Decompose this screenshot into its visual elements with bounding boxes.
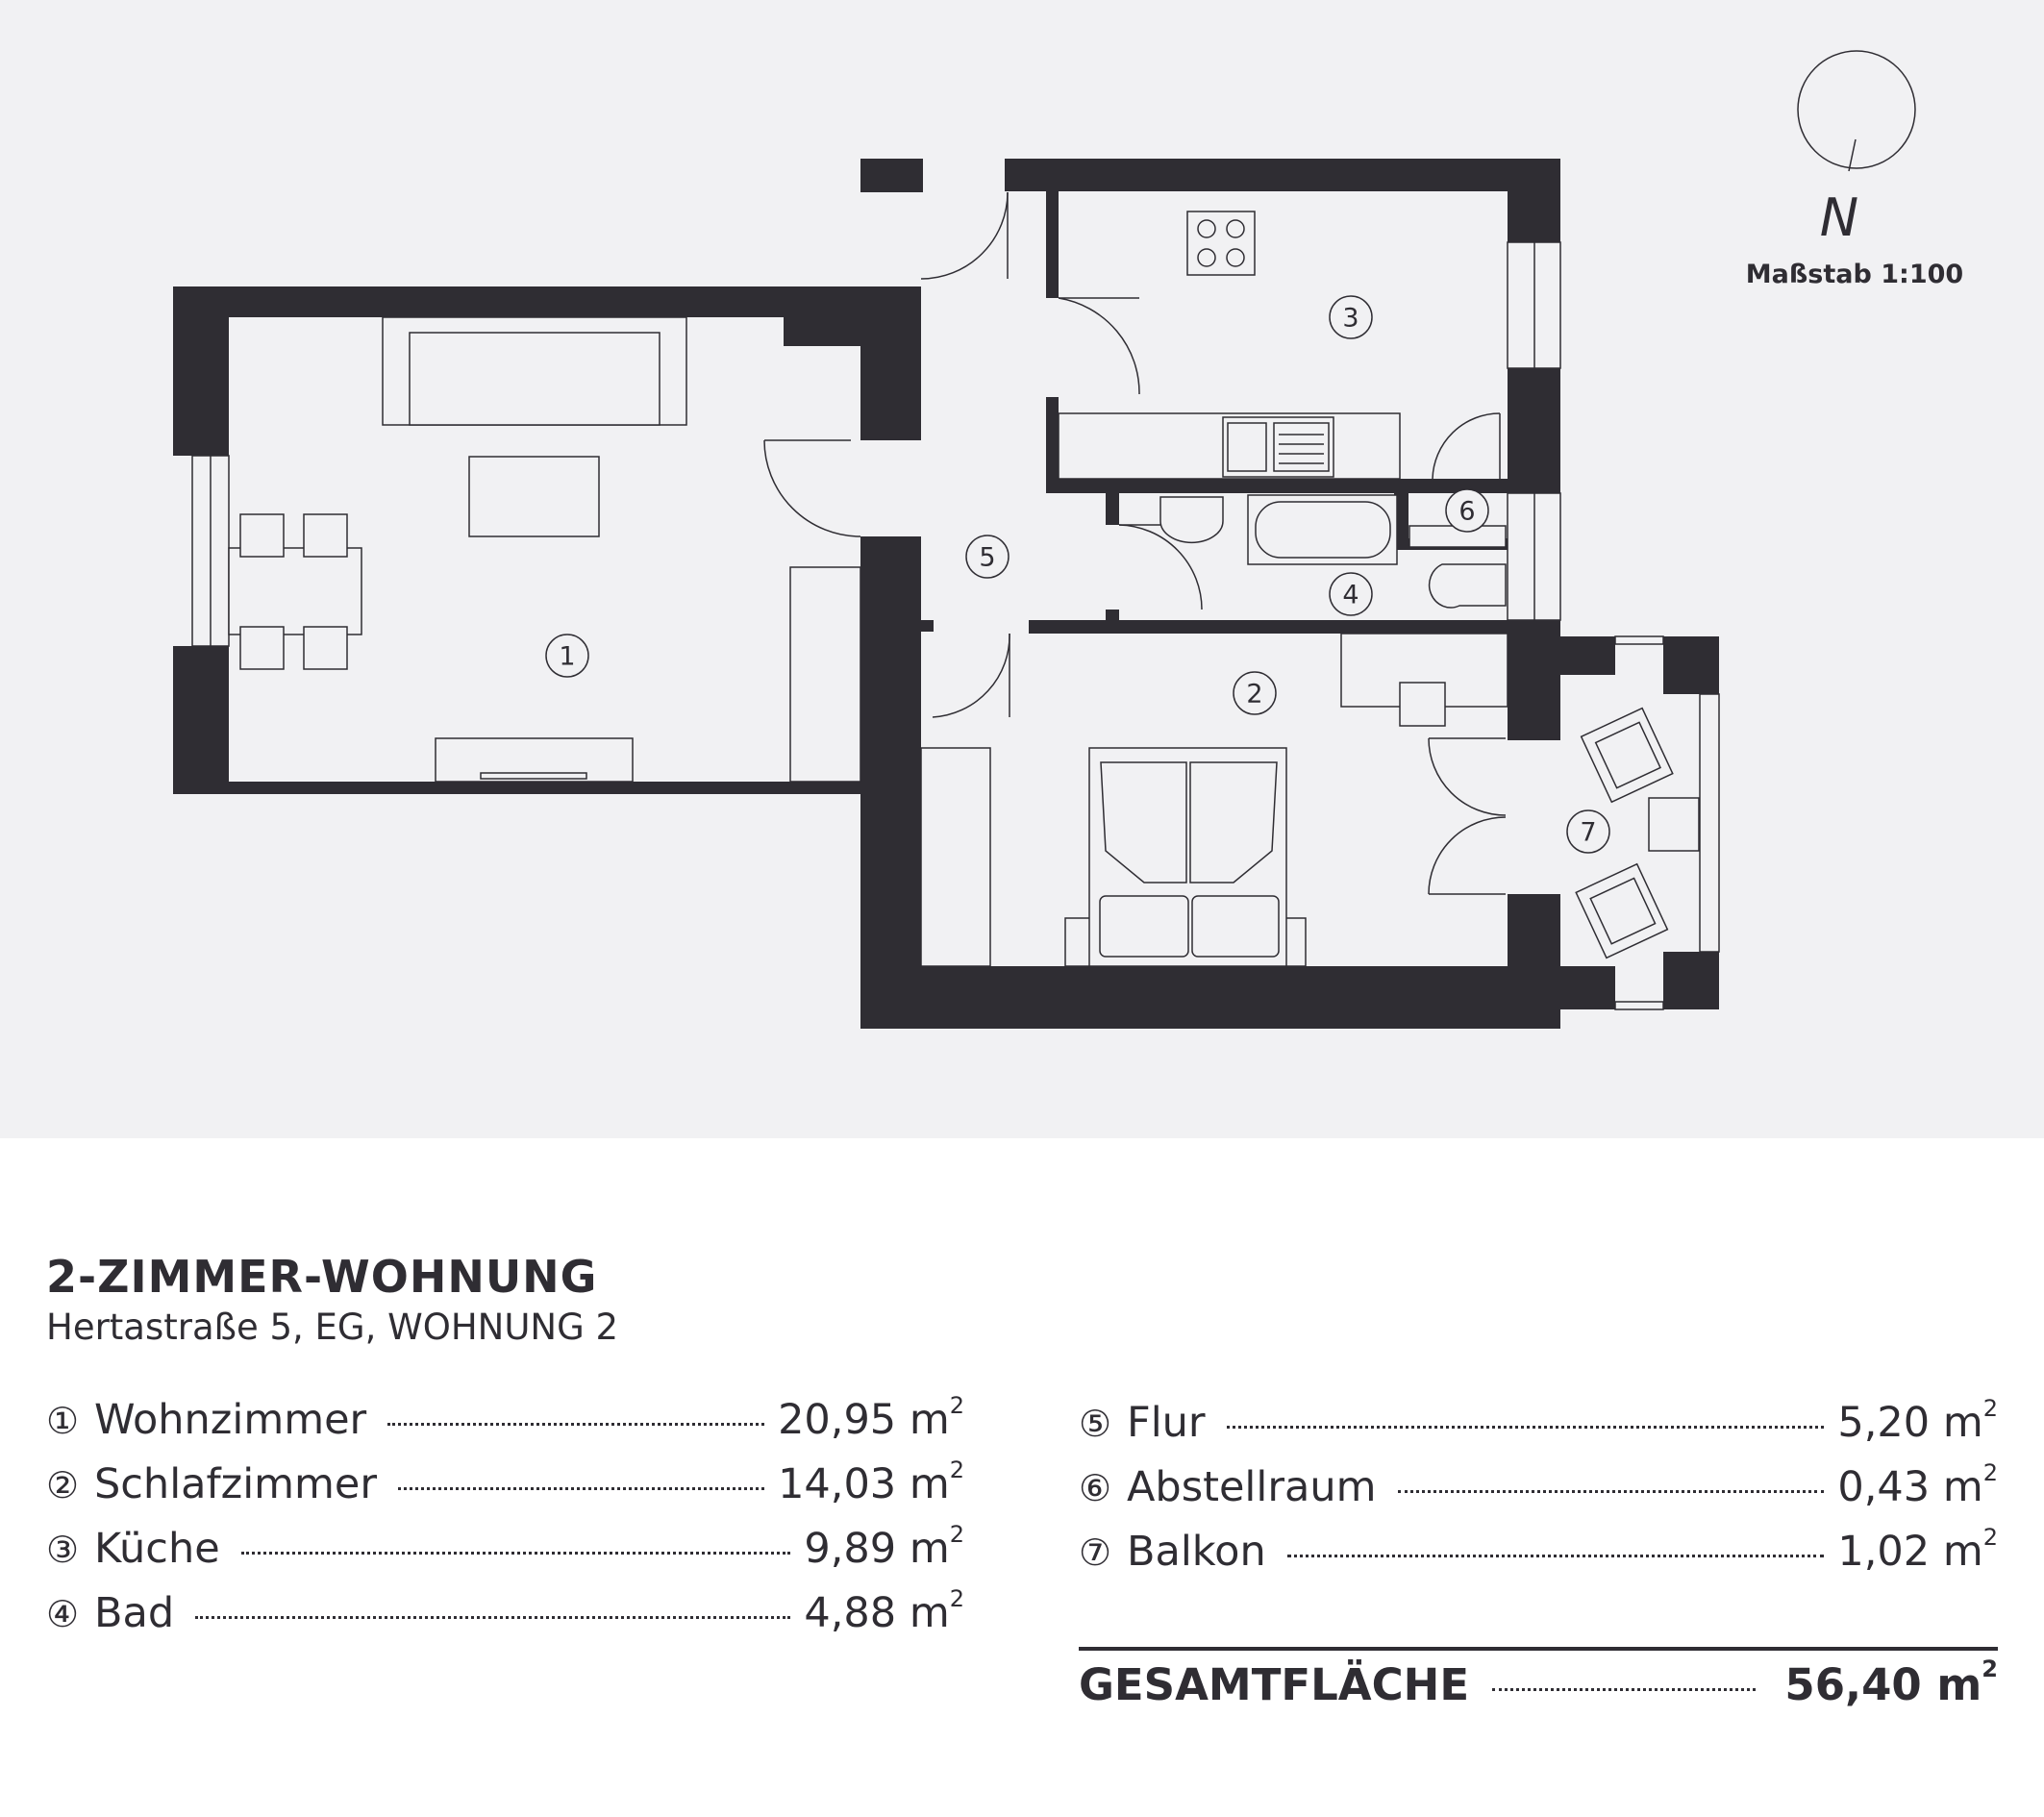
room-number-2: 2 [1246,679,1263,709]
room-index: ① [46,1400,80,1442]
total-area: 56,40 $m^2$ [1784,1655,1998,1710]
dot-leader [398,1487,764,1490]
room-row-kueche [46,1521,964,1589]
room-area: 5,20 $m^2$ [1837,1395,1998,1447]
total-divider [1079,1647,1998,1651]
room-index: ⑥ [1079,1467,1112,1509]
room-name: Balkon [1127,1528,1266,1576]
dot-leader [241,1552,791,1555]
room-number-3: 3 [1342,303,1359,334]
apartment-title: 2-ZIMMER-WOHNUNG [46,1251,598,1303]
dot-leader [1398,1490,1825,1493]
room-number-5: 5 [979,542,996,573]
room-row-schlafzimmer [46,1456,964,1525]
north-letter: N [1819,187,1859,248]
room-name: Flur [1127,1399,1206,1447]
room-area: 1,02 $m^2$ [1837,1524,1998,1576]
room-index: ⑤ [1079,1403,1112,1445]
room-name: Schlafzimmer [94,1460,378,1508]
room-row-wohnzimmer [46,1392,964,1460]
living-room-furniture [229,317,860,782]
room-row-abstellraum [1079,1459,1998,1528]
room-list-left [46,1392,964,1654]
room-row-bad [46,1585,964,1654]
room-number-7: 7 [1580,817,1597,848]
kitchen-furniture [1059,212,1400,479]
room-list-right [1079,1395,1998,1592]
room-name: Wohnzimmer [94,1396,367,1444]
north-arrow [1798,51,1915,248]
dot-leader [1492,1688,1756,1691]
room-index: ③ [46,1529,80,1571]
room-row-balkon [1079,1524,1998,1592]
dot-leader [195,1616,790,1619]
room-area: 14,03 $m^2$ [778,1456,964,1508]
room-name: Küche [94,1525,220,1573]
room-area: 9,89 $m^2$ [804,1521,964,1573]
room-index: ④ [46,1593,80,1635]
total-row [1079,1655,1998,1710]
room-number-1: 1 [559,641,576,672]
room-area: 0,43 $m^2$ [1837,1459,1998,1511]
dot-leader [1227,1426,1825,1429]
north-needle [1849,139,1856,171]
dot-leader [1287,1555,1825,1557]
room-index: ② [46,1464,80,1506]
scale-label: Maßstab 1:100 [1745,260,1964,289]
total-label: GESAMTFLÄCHE [1079,1659,1470,1710]
room-area: 20,95 $m^2$ [778,1392,964,1444]
room-number-4: 4 [1342,580,1359,610]
apartment-heading [46,1250,1998,1350]
apartment-address: Hertastraße 5, EG, WOHNUNG 2 [46,1307,619,1348]
room-area: 4,88 $m^2$ [804,1585,964,1637]
dot-leader [387,1423,764,1426]
room-row-flur [1079,1395,1998,1463]
room-name: Abstellraum [1127,1463,1377,1511]
room-index: ⑦ [1079,1531,1112,1574]
room-name: Bad [94,1589,175,1637]
room-number-6: 6 [1458,496,1476,527]
